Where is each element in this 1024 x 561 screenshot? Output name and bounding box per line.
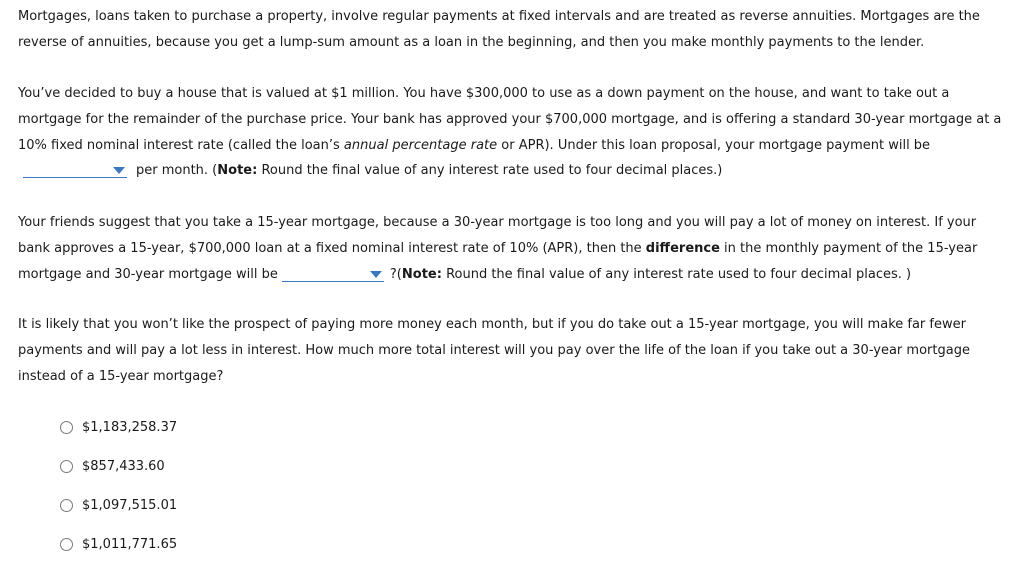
- total-interest-paragraph: [18, 312, 1008, 389]
- radio-button[interactable]: [60, 499, 73, 512]
- chevron-down-icon: [370, 271, 382, 278]
- apr-term: annual percentage rate: [343, 137, 498, 153]
- chevron-down-icon: [113, 167, 125, 174]
- note-text: Round the final value of any interest rate used to four decimal places.): [257, 163, 723, 179]
- answer-option[interactable]: [60, 447, 177, 486]
- per-month-text: per month. (: [136, 163, 218, 179]
- mortgage-15-text-cont: in the monthly payment of the 15-year mortgage and 30-year mortgage will be: [18, 240, 978, 282]
- radio-button[interactable]: [60, 538, 73, 551]
- option-label: $1,183,258.37: [82, 420, 178, 435]
- answer-option[interactable]: [60, 408, 177, 447]
- mortgage-30-text-cont: or APR). Under this loan proposal, your mortgage payment will be: [497, 137, 931, 153]
- mortgage-15-text: Your friends suggest that you take a 15-year mortgage, because a 30-year mortgage is too long and you will pay a lot of money on interest. If your bank approves a 15-year, $700,000 loan at a fixed nominal interest rate of 10% (APR), then the: [18, 215, 977, 256]
- difference-dropdown[interactable]: [282, 267, 384, 282]
- answer-options: [60, 408, 177, 561]
- mortgage-30-text: You’ve decided to buy a house that is valued at $1 million. You have $300,000 to use as a down payment on the house, and want to take out a mortgage for the remainder of the purchase price. Your bank has approved your $700,000 mortgage, and is offering a standard 30-year mortgage at a 10% fixed nominal interest rate (called the loan’s: [18, 86, 1002, 153]
- radio-button[interactable]: [60, 421, 73, 434]
- option-label: $857,433.60: [82, 459, 165, 474]
- mortgage-15-paragraph: [18, 210, 1008, 287]
- option-label: $1,097,515.01: [82, 498, 178, 513]
- difference-term: difference: [645, 240, 720, 256]
- radio-button[interactable]: [60, 460, 73, 473]
- option-label: $1,011,771.65: [82, 537, 178, 552]
- note-text: Round the final value of any interest rate used to four decimal places. ): [441, 266, 912, 282]
- question-mark-text: ?(: [389, 266, 402, 282]
- answer-option[interactable]: [60, 525, 177, 561]
- answer-option[interactable]: [60, 486, 177, 525]
- total-interest-text: It is likely that you won’t like the prospect of paying more money each month, but if you do take out a 15-year mortgage, you will make far fewer payments and will pay a lot less in interest. How much more total interest will you pay over the life of the loan if you take out a 30-year mortgage instead of a 15-year mortgage?: [18, 317, 970, 384]
- intro-paragraph: [18, 4, 1008, 56]
- note-label: Note:: [401, 266, 442, 282]
- mortgage-30-paragraph: [18, 81, 1008, 184]
- note-label: Note:: [217, 163, 258, 179]
- monthly-payment-dropdown[interactable]: [23, 163, 127, 178]
- intro-text: Mortgages, loans taken to purchase a property, involve regular payments at fixed intervals and are treated as reverse annuities. Mortgages are the reverse of annuities, because you get a lump-sum amount as a loan in the beginning, and then you make monthly payments to the lender.: [18, 9, 980, 50]
